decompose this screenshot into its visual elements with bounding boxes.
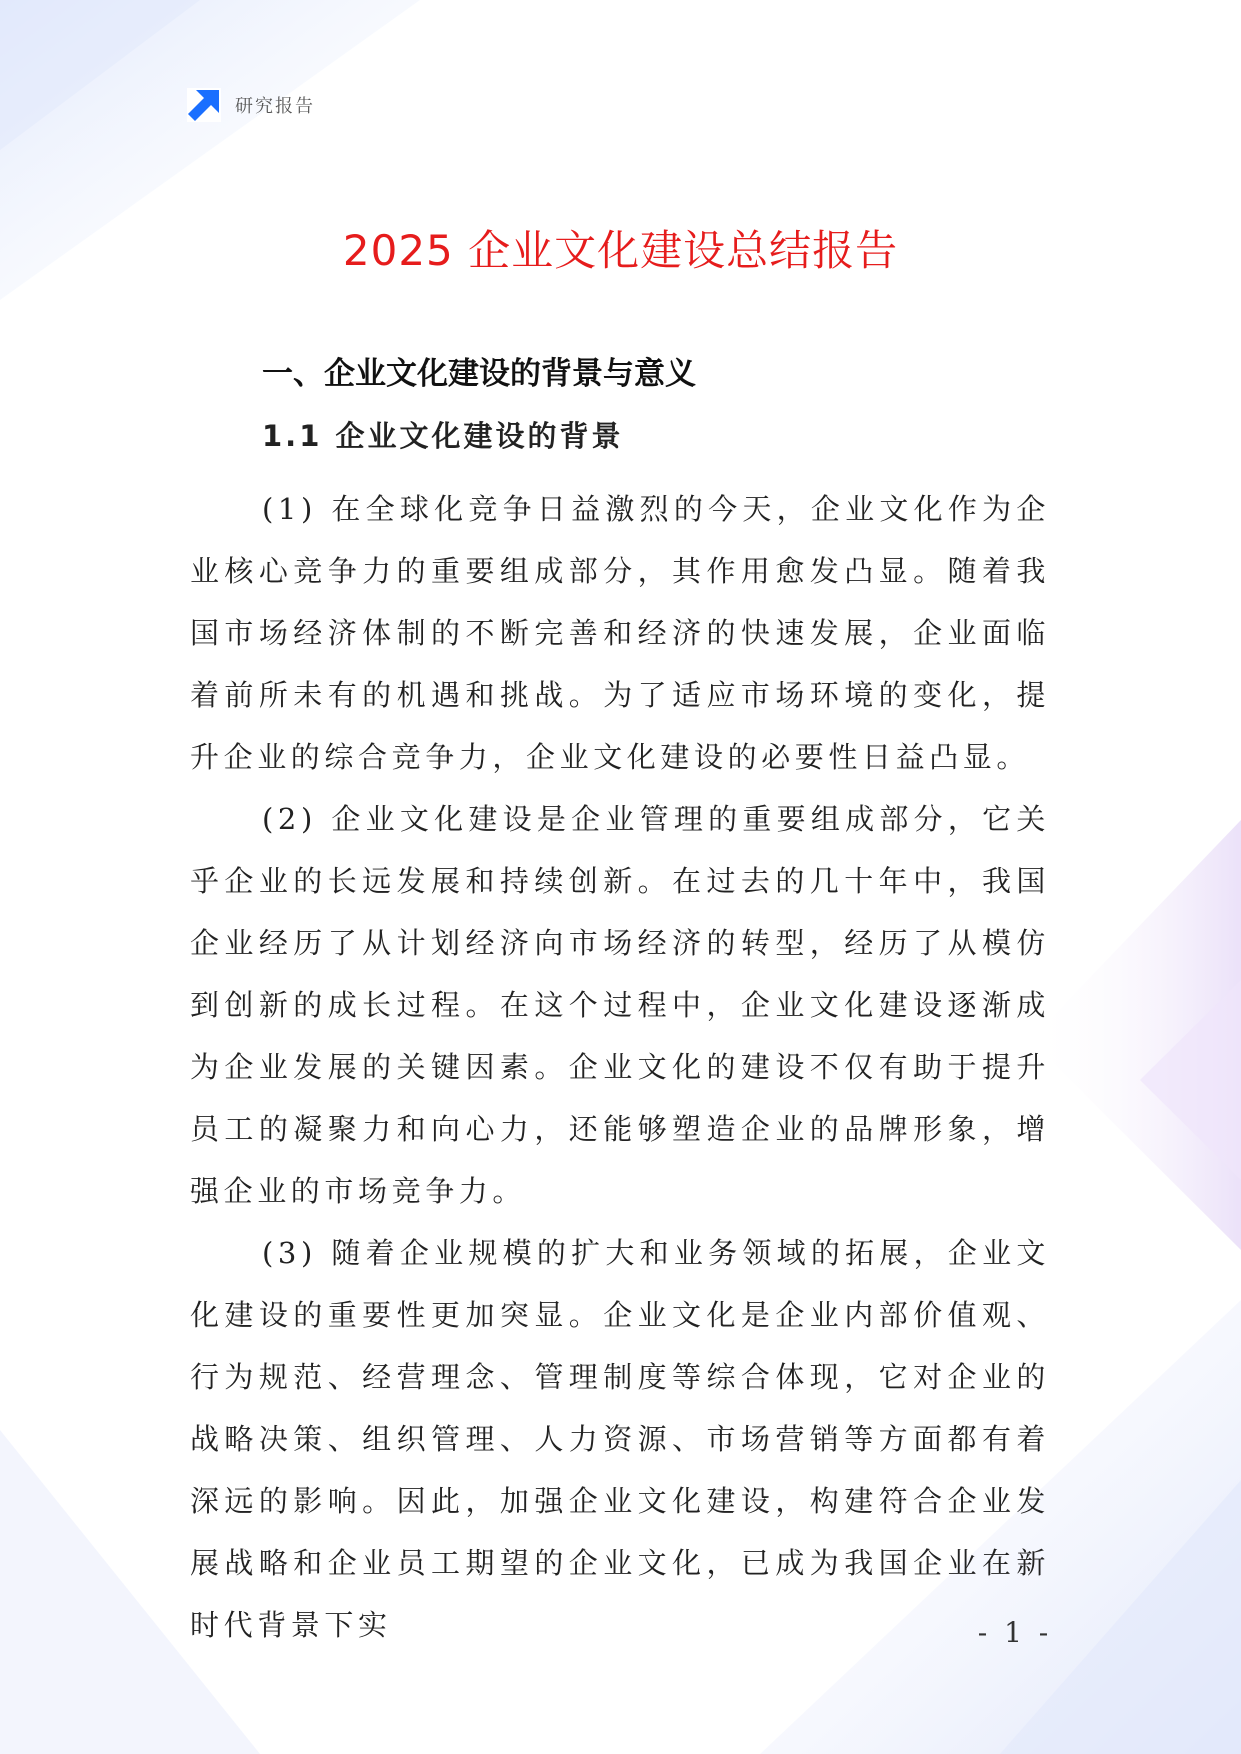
paragraph-2: (2) 企业文化建设是企业管理的重要组成部分，它关乎企业的长远发展和持续创新。在过去的几十年中，我国企业经历了从计划经济向市场经济的转型，经历了从模仿到创新的成长过程。在这个过程中，企业文化建设逐渐成为企业发展的关键因素。企业文化的建设不仅有助于提升员工的凝聚力和向心力，还能够塑造企业的品牌形象，增强企业的市场竞争力。 bbox=[190, 802, 1050, 1208]
paragraph-1: (1) 在全球化竞争日益激烈的今天，企业文化作为企业核心竞争力的重要组成部分，其作用愈发凸显。随着我国市场经济体制的不断完善和经济的快速发展，企业面临着前所未有的机遇和挑战。为了适应市场环境的变化，提升企业的综合竞争力，企业文化建设的必要性日益凸显。 bbox=[190, 492, 1050, 774]
page-number: - 1 - bbox=[977, 1616, 1053, 1649]
header-label: 研究报告 bbox=[235, 96, 315, 117]
document-body bbox=[190, 354, 1050, 1656]
section-heading: 一、企业文化建设的背景与意义 bbox=[262, 356, 696, 392]
document-title: 2025 企业文化建设总结报告 bbox=[342, 226, 899, 275]
arrow-up-right-icon bbox=[187, 88, 221, 122]
paragraph-3: (3) 随着企业规模的扩大和业务领域的拓展，企业文化建设的重要性更加突显。企业文化是企业内部价值观、行为规范、经营理念、管理制度等综合体现，它对企业的战略决策、组织管理、人力资源、市场营销等方面都有着深远的影响。因此，加强企业文化建设，构建符合企业发展战略和企业员工期望的企业文化，已成为我国企业在新时代背景下实 bbox=[190, 1236, 1050, 1642]
page-header bbox=[187, 88, 315, 122]
subsection-heading: 1.1 企业文化建设的背景 bbox=[262, 419, 624, 453]
